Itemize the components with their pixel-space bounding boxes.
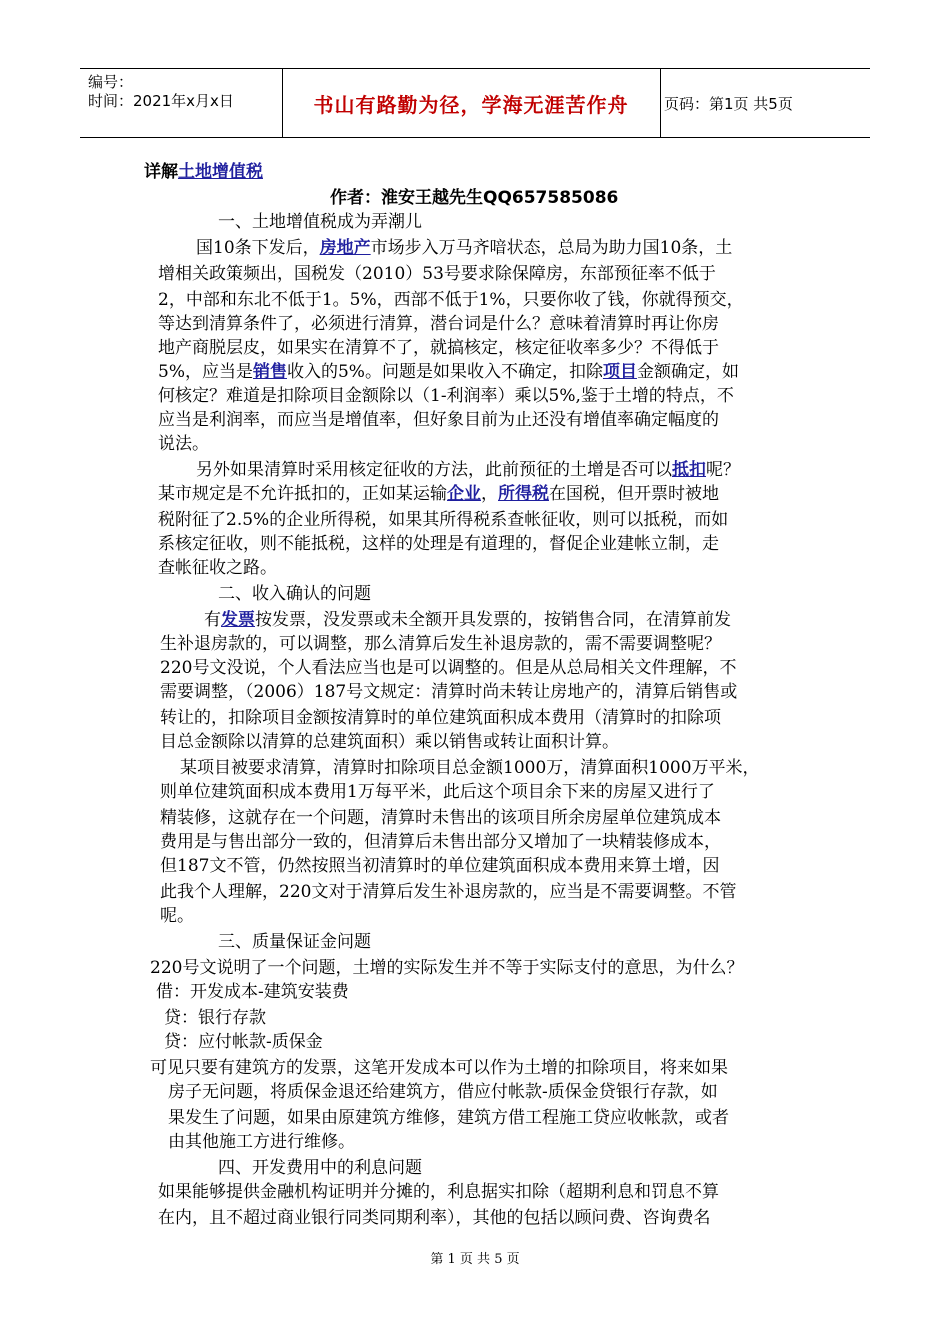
paragraph-line: 应当是利润率，而应当是增值率，但好象目前为止还没有增值率确定幅度的 [158, 410, 719, 430]
paragraph-line: 另外如果清算时采用核定征收的方法，此前预征的土增是否可以抵扣呢？ [196, 460, 740, 480]
paragraph-line: 目总金额除以清算的总建筑面积）乘以销售或转让面积计算。 [160, 732, 619, 752]
paragraph-line: 220号文说明了一个问题，土增的实际发生并不等于实际支付的意思，为什么？ [150, 958, 744, 978]
author-line: 作者：淮安王越先生QQ657585086 [330, 188, 619, 208]
page-footer: 第 1 页 共 5 页 [430, 1252, 520, 1267]
journal-entry: 贷：银行存款 [164, 1008, 266, 1028]
paragraph-line: 但187文不管，仍然按照当初清算时的单位建筑面积成本费用来算土增，因 [160, 856, 720, 876]
title-link[interactable]: 土地增值税 [178, 162, 263, 182]
section-heading: 二、收入确认的问题 [218, 584, 371, 604]
section-heading: 四、开发费用中的利息问题 [218, 1158, 422, 1178]
paragraph-line: 有发票按发票，没发票或未全额开具发票的，按销售合同，在清算前发 [204, 610, 731, 630]
link-real-estate[interactable]: 房地产 [319, 238, 371, 258]
header-divider [660, 69, 661, 137]
paragraph-line: 税附征了2.5%的企业所得税，如果其所得税系查帐征收，则可以抵税，而如 [158, 510, 729, 530]
paragraph-line: 地产商脱层皮，如果实在清算不了，就搞核定，核定征收率多少？不得低于 [158, 338, 719, 358]
paragraph-line: 何核定？难道是扣除项目金额除以（1-利润率）乘以5%,鉴于土增的特点，不 [158, 386, 734, 406]
header-page-info: 页码：第1页 共5页 [664, 94, 793, 113]
document-title [144, 160, 263, 184]
paragraph-line: 说法。 [158, 434, 209, 454]
paragraph-line: 在内，且不超过商业银行同类同期利率），其他的包括以顾问费、咨询费名 [158, 1208, 711, 1228]
paragraph-line: 需要调整，（2006）187号文规定：清算时尚未转让房地产的，清算后销售或 [160, 682, 738, 702]
paragraph-line: 国10条下发后，房地产市场步入万马齐喑状态，总局为助力国10条，土 [196, 238, 733, 258]
paragraph-line: 5%，应当是销售收入的5%。问题是如果收入不确定，扣除项目金额确定，如 [158, 362, 739, 382]
header-motto: 书山有路勤为径，学海无涯苦作舟 [313, 92, 629, 117]
paragraph-line: 转让的，扣除项目金额按清算时的单位建筑面积成本费用（清算时的扣除项 [160, 708, 721, 728]
number-label: 编号： [88, 73, 134, 91]
link-project[interactable]: 项目 [602, 362, 637, 382]
paragraph-line: 则单位建筑面积成本费用1万每平米，此后这个项目余下来的房屋又进行了 [160, 782, 715, 802]
title-prefix: 详解 [144, 162, 178, 182]
paragraph-line: 等达到清算条件了，必须进行清算，潜台词是什么？意味着清算时再让你房 [158, 314, 719, 334]
paragraph-line: 2，中部和东北不低于1。5%，西部不低于1%，只要你收了钱，你就得预交， [158, 290, 744, 310]
paragraph-line: 220号文没说，个人看法应当也是可以调整的。但是从总局相关文件理解，不 [160, 658, 737, 678]
link-sales[interactable]: 销售 [252, 362, 287, 382]
paragraph-line: 可见只要有建筑方的发票，这笔开发成本可以作为土增的扣除项目，将来如果 [150, 1058, 728, 1078]
paragraph-line: 费用是与售出部分一致的，但清算后未售出部分又增加了一块精装修成本， [160, 832, 721, 852]
paragraph-line: 如果能够提供金融机构证明并分摊的，利息据实扣除（超期利息和罚息不算 [158, 1182, 719, 1202]
paragraph-line: 生补退房款的，可以调整，那么清算后发生补退房款的，需不需要调整呢？ [160, 634, 721, 654]
paragraph-line: 精装修，这就存在一个问题，清算时未售出的该项目所余房屋单位建筑成本 [160, 808, 721, 828]
paragraph-line: 系核定征收，则不能抵税，这样的处理是有道理的，督促企业建帐立制，走 [158, 534, 719, 554]
paragraph-line: 房子无问题，将质保金退还给建筑方，借应付帐款-质保金贷银行存款，如 [168, 1082, 718, 1102]
journal-entry: 借：开发成本-建筑安装费 [156, 982, 349, 1002]
paragraph-line: 增相关政策频出，国税发（2010）53号要求除保障房，东部预征率不低于 [158, 264, 716, 284]
time-label: 时间：2021年x月x日 [88, 92, 234, 110]
link-invoice[interactable]: 发票 [221, 610, 255, 630]
paragraph-line: 果发生了问题，如果由原建筑方维修，建筑方借工程施工贷应收帐款，或者 [168, 1108, 729, 1128]
paragraph-line: 此我个人理解，220文对于清算后发生补退房款的，应当是不需要调整。不管 [160, 882, 737, 902]
link-deduction[interactable]: 抵扣 [672, 460, 706, 480]
paragraph-line: 呢。 [160, 906, 194, 926]
paragraph-line: 查帐征收之路。 [158, 558, 277, 578]
section-heading: 一、土地增值税成为弄潮儿 [218, 212, 422, 232]
journal-entry: 贷：应付帐款-质保金 [164, 1032, 323, 1052]
page-header [80, 68, 870, 138]
paragraph-line: 由其他施工方进行维修。 [168, 1132, 355, 1152]
link-enterprise[interactable]: 企业 [447, 484, 481, 504]
header-meta [88, 73, 234, 111]
section-heading: 三、质量保证金问题 [218, 932, 371, 952]
link-income-tax[interactable]: 所得税 [498, 484, 549, 504]
paragraph-line: 某项目被要求清算，清算时扣除项目总金额1000万，清算面积1000万平米， [180, 758, 760, 778]
paragraph-line: 某市规定是不允许抵扣的，正如某运输企业，所得税在国税，但开票时被地 [158, 484, 719, 504]
